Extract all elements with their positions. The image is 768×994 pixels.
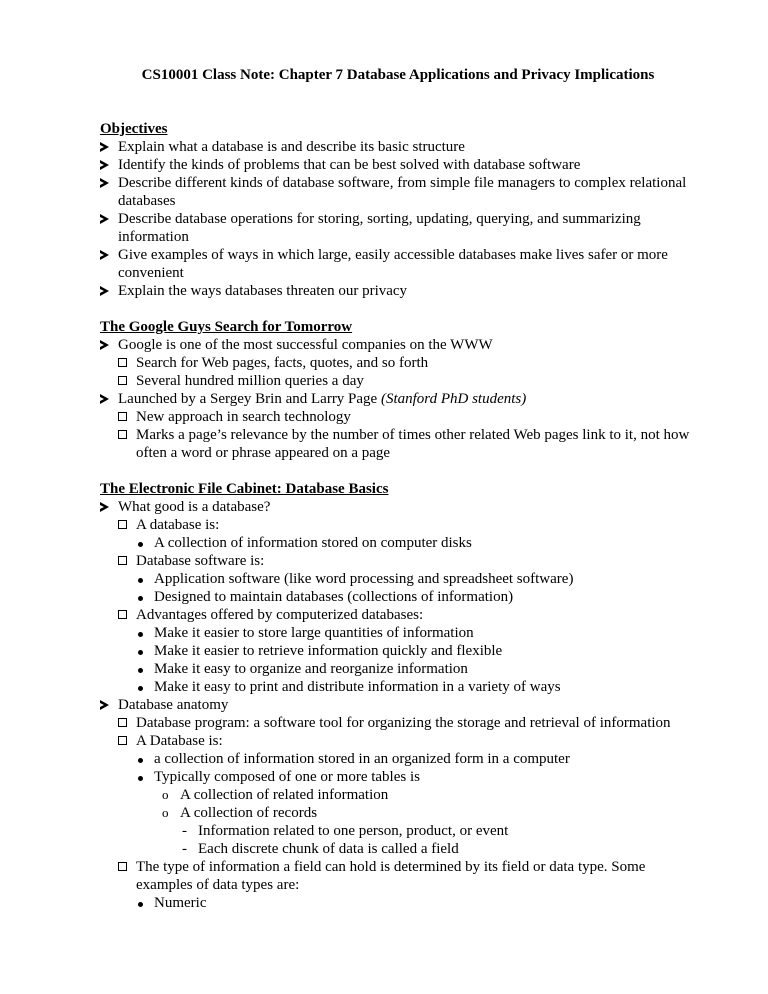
list-item: Make it easier to retrieve information quickly and flexible	[100, 642, 690, 660]
list-item: Designed to maintain databases (collections of information)	[100, 588, 690, 606]
list-item: Numeric	[100, 894, 690, 912]
arrow-bullet-icon	[100, 156, 114, 175]
list-item: A collection of information stored on computer disks	[100, 534, 690, 552]
checkbox-bullet-icon	[118, 408, 132, 426]
list-item: Give examples of ways in which large, easily accessible databases make lives safer or more convenient	[100, 246, 690, 282]
arrow-bullet-icon	[100, 210, 114, 229]
arrow-bullet-icon	[100, 246, 114, 265]
circle-bullet-icon: o	[162, 787, 169, 802]
arrow-bullet-icon	[100, 336, 114, 355]
checkbox-bullet-icon	[118, 858, 132, 876]
section-heading: The Electronic File Cabinet: Database Basics	[100, 481, 389, 497]
list-item: Describe different kinds of database software, from simple file managers to complex relational databases	[100, 174, 690, 210]
list-item: Make it easy to print and distribute information in a variety of ways	[100, 678, 690, 696]
list-item: New approach in search technology	[100, 408, 690, 426]
dot-bullet-icon	[138, 750, 152, 768]
list-item: Advantages offered by computerized databases:	[100, 606, 690, 624]
list-item: Make it easier to store large quantities of information	[100, 624, 690, 642]
list-item: A database is:	[100, 516, 690, 534]
checkbox-bullet-icon	[118, 354, 132, 372]
arrow-bullet-icon	[100, 696, 114, 715]
list-item: Typically composed of one or more tables is	[100, 768, 690, 786]
list-item: Identify the kinds of problems that can be best solved with database software	[100, 156, 690, 174]
checkbox-bullet-icon	[118, 426, 132, 444]
arrow-bullet-icon	[100, 498, 114, 517]
checkbox-bullet-icon	[118, 732, 132, 750]
dot-bullet-icon	[138, 588, 152, 606]
section-heading: The Google Guys Search for Tomorrow	[100, 319, 353, 335]
section-google	[100, 318, 690, 462]
dot-bullet-icon	[138, 624, 152, 642]
checkbox-bullet-icon	[118, 372, 132, 390]
dot-bullet-icon	[138, 534, 152, 552]
dash-bullet-icon: -	[182, 841, 187, 857]
document-title: CS10001 Class Note: Chapter 7 Database Applications and Privacy Implications	[141, 67, 655, 83]
list-item: What good is a database?	[100, 498, 690, 516]
arrow-bullet-icon	[100, 282, 114, 301]
dot-bullet-icon	[138, 678, 152, 696]
list-item: o A collection of related information	[162, 787, 389, 803]
section-database-basics	[100, 480, 690, 912]
checkbox-bullet-icon	[118, 606, 132, 624]
list-item: Google is one of the most successful companies on the WWW	[100, 336, 690, 354]
list-item: - Each discrete chunk of data is called a field	[182, 841, 459, 857]
section-heading: Objectives	[100, 121, 168, 137]
list-item: Application software (like word processing and spreadsheet software)	[100, 570, 690, 588]
list-item: o A collection of records	[162, 805, 318, 821]
list-item: Explain what a database is and describe its basic structure	[100, 138, 690, 156]
list-item: a collection of information stored in an organized form in a computer	[100, 750, 690, 768]
checkbox-bullet-icon	[118, 714, 132, 732]
list-item: A Database is:	[100, 732, 690, 750]
dot-bullet-icon	[138, 570, 152, 588]
list-item: Search for Web pages, facts, quotes, and so forth	[100, 354, 690, 372]
dot-bullet-icon	[138, 768, 152, 786]
list-item: Explain the ways databases threaten our privacy	[100, 282, 690, 300]
arrow-bullet-icon	[100, 390, 114, 409]
list-item: Several hundred million queries a day	[100, 372, 690, 390]
section-objectives	[100, 120, 690, 300]
dash-bullet-icon: -	[182, 823, 187, 839]
dot-bullet-icon	[138, 894, 152, 912]
checkbox-bullet-icon	[118, 516, 132, 534]
checkbox-bullet-icon	[118, 552, 132, 570]
list-item: Database anatomy	[100, 696, 690, 714]
circle-bullet-icon: o	[162, 805, 169, 820]
list-item: Launched by a Sergey Brin and Larry Page (Stanford PhD students)	[100, 390, 690, 408]
arrow-bullet-icon	[100, 174, 114, 193]
list-item: - Information related to one person, product, or event	[182, 823, 509, 839]
list-item: The type of information a field can hold is determined by its field or data type. Some examples of data types are:	[100, 858, 690, 894]
list-item: Database software is:	[100, 552, 690, 570]
list-item: Make it easy to organize and reorganize information	[100, 660, 690, 678]
list-item: Describe database operations for storing, sorting, updating, querying, and summarizing information	[100, 210, 690, 246]
list-item: Marks a page’s relevance by the number of times other related Web pages link to it, not how often a word or phrase appeared on a page	[100, 426, 690, 462]
dot-bullet-icon	[138, 642, 152, 660]
dot-bullet-icon	[138, 660, 152, 678]
list-item: Database program: a software tool for organizing the storage and retrieval of information	[100, 714, 690, 732]
document-body	[100, 120, 690, 930]
arrow-bullet-icon	[100, 138, 114, 157]
